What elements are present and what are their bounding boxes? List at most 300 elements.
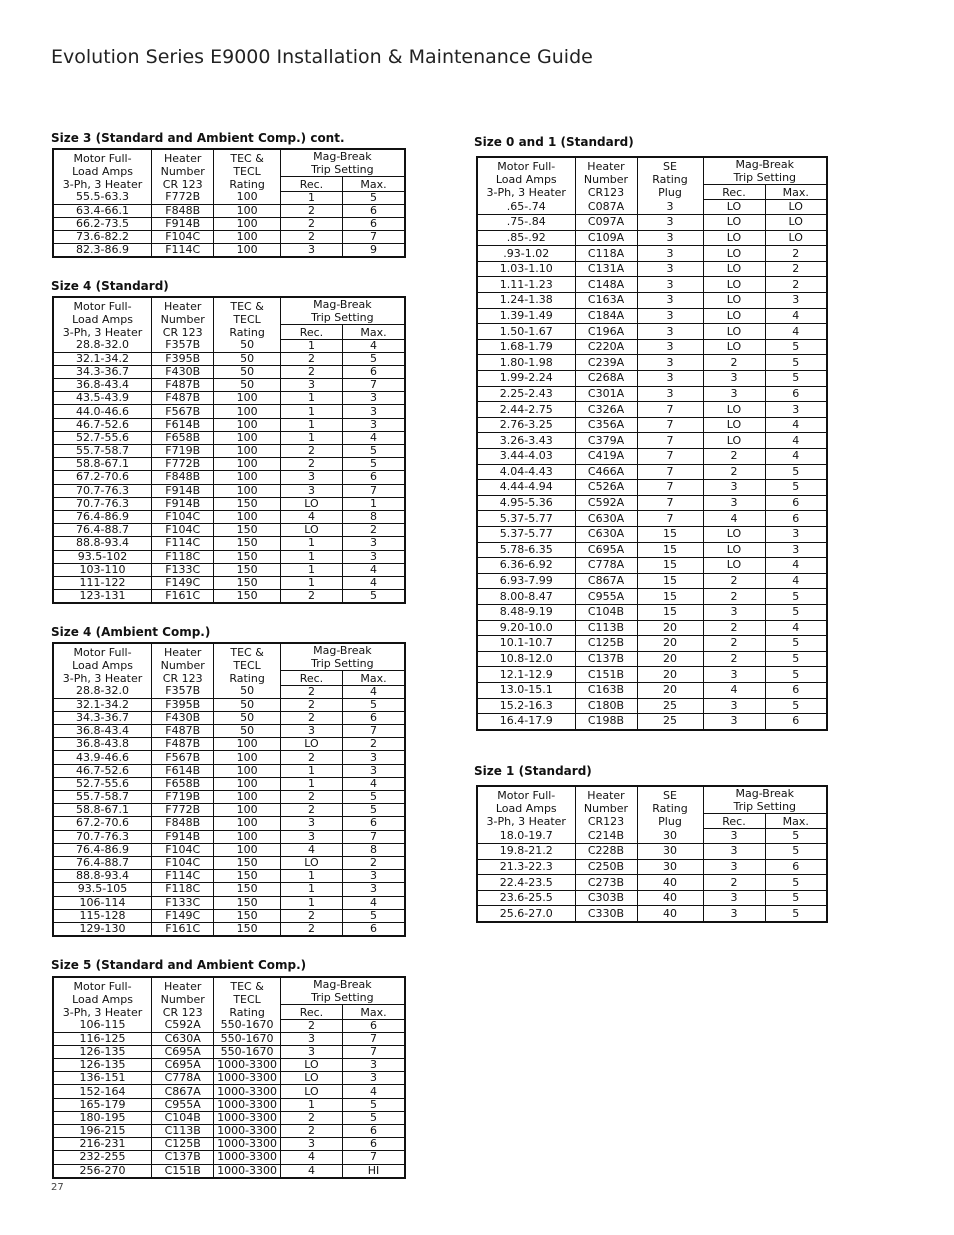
table-cell: 111-122: [53, 576, 152, 589]
table-cell: 3: [637, 308, 703, 324]
caption-size1: Size 1 (Standard): [474, 764, 592, 778]
column-header-line: Motor Full-: [497, 160, 556, 173]
table-cell: F719B: [152, 445, 214, 458]
table-cell: C148A: [575, 277, 637, 293]
table-cell: 1: [280, 537, 342, 550]
table-cell: LO: [703, 542, 765, 558]
table-cell: 15: [637, 573, 703, 589]
table-cell: .65-.74: [477, 199, 575, 215]
table-cell: 150: [214, 563, 280, 576]
column-header-line: TECL: [233, 993, 261, 1006]
table-cell: 70.7-76.3: [53, 830, 152, 843]
column-header: [477, 786, 575, 828]
column-header-line: 3-Ph, 3 Heater: [486, 815, 566, 828]
table-cell: 180-195: [53, 1111, 152, 1124]
table-row: [53, 1019, 405, 1032]
table-cell: 4: [343, 1085, 405, 1098]
table-cell: F772B: [152, 804, 214, 817]
column-header-line: TECL: [233, 165, 261, 178]
table-row: [53, 1032, 405, 1045]
column-header: [214, 297, 280, 339]
table-row: [53, 590, 405, 604]
table-cell: 50: [214, 379, 280, 392]
table-cell: 1: [280, 870, 342, 883]
table-cell: 100: [214, 484, 280, 497]
table-cell: 3: [703, 371, 765, 387]
table-cell: LO: [703, 324, 765, 340]
table-cell: 150: [214, 497, 280, 510]
table-row: [477, 526, 827, 542]
table-cell: 5: [343, 458, 405, 471]
table-cell: 6: [343, 1125, 405, 1138]
table-cell: 8: [343, 510, 405, 523]
column-header-line: CR123: [587, 815, 625, 828]
column-header-line: Number: [160, 993, 205, 1006]
table-cell: 3.44-4.03: [477, 449, 575, 465]
table-cell: 5: [765, 604, 827, 620]
table-cell: 8.00-8.47: [477, 589, 575, 605]
max-header: Max.: [343, 671, 405, 685]
table-cell: 46.7-52.6: [53, 764, 152, 777]
column-header-line: Rating: [652, 173, 688, 186]
table-cell: 3: [280, 1138, 342, 1151]
table-cell: 4: [343, 563, 405, 576]
table-cell: 2.76-3.25: [477, 417, 575, 433]
max-header: Max.: [765, 185, 827, 199]
table-cell: 34.3-36.7: [53, 365, 152, 378]
table-cell: F848B: [152, 204, 214, 217]
table-row: [477, 542, 827, 558]
table-cell: 3: [703, 714, 765, 730]
table-cell: 50: [214, 725, 280, 738]
table-cell: 4: [343, 339, 405, 352]
table-cell: 6: [765, 495, 827, 511]
mag-break-header-line: Trip Setting: [733, 800, 797, 814]
table-cell: 88.8-93.4: [53, 870, 152, 883]
table-row: [53, 1164, 405, 1178]
column-header: [214, 643, 280, 685]
table-cell: 3: [343, 405, 405, 418]
table-cell: 7: [637, 464, 703, 480]
table-cell: 1000-3300: [214, 1085, 280, 1098]
table-row: [53, 510, 405, 523]
table-cell: 50: [214, 365, 280, 378]
table-cell: C955A: [575, 589, 637, 605]
column-header: [53, 977, 152, 1019]
column-header-line: Number: [583, 173, 629, 186]
column-header-line: SE: [663, 789, 677, 802]
table-row: [477, 433, 827, 449]
table-cell: F118C: [152, 550, 214, 563]
table-cell: 6: [343, 217, 405, 230]
table-cell: F395B: [152, 352, 214, 365]
table-cell: 3: [765, 402, 827, 418]
table-cell: 100: [214, 458, 280, 471]
column-header: [152, 297, 214, 339]
table-size0-1: [476, 156, 828, 731]
table-cell: 3.26-3.43: [477, 433, 575, 449]
table-cell: 55.7-58.7: [53, 791, 152, 804]
table-row: [477, 511, 827, 527]
mag-break-header-line: Trip Setting: [733, 171, 797, 185]
table-cell: F848B: [152, 817, 214, 830]
table-cell: 150: [214, 856, 280, 869]
table-cell: 7: [637, 495, 703, 511]
column-header-line: Heater: [164, 646, 202, 659]
table-cell: C196A: [575, 324, 637, 340]
table-cell: 6.93-7.99: [477, 573, 575, 589]
table-cell: 1: [280, 339, 342, 352]
table-cell: 55.7-58.7: [53, 445, 152, 458]
table-row: [477, 293, 827, 309]
table-cell: 2: [703, 636, 765, 652]
table-cell: 4: [343, 685, 405, 698]
table-row: [477, 636, 827, 652]
table-cell: 3: [703, 386, 765, 402]
table-cell: 3: [637, 371, 703, 387]
table-cell: 4.95-5.36: [477, 495, 575, 511]
mag-break-header-line: Trip Setting: [311, 657, 374, 671]
table-cell: 2: [343, 856, 405, 869]
table-cell: C695A: [152, 1059, 214, 1072]
table-cell: 1000-3300: [214, 1111, 280, 1124]
table-cell: 50: [214, 698, 280, 711]
table-cell: F104C: [152, 843, 214, 856]
table-cell: 5: [343, 1111, 405, 1124]
table-cell: 3: [280, 1045, 342, 1058]
table-cell: 5: [343, 791, 405, 804]
table-cell: 3: [703, 890, 765, 906]
table-cell: 150: [214, 883, 280, 896]
table-row: [53, 698, 405, 711]
table-row: [477, 714, 827, 730]
mag-break-header: [280, 977, 405, 1005]
table-cell: 100: [214, 510, 280, 523]
column-header-line: 3-Ph, 3 Heater: [62, 1006, 143, 1019]
table-cell: 5: [343, 1098, 405, 1111]
table-cell: 2: [280, 804, 342, 817]
table-cell: LO: [280, 1059, 342, 1072]
table-cell: 67.2-70.6: [53, 471, 152, 484]
table-cell: 25: [637, 714, 703, 730]
column-header-line: Motor Full-: [73, 152, 132, 165]
table-cell: 150: [214, 922, 280, 936]
rec-header: Rec.: [703, 814, 765, 828]
table-cell: F914B: [152, 484, 214, 497]
table-cell: 36.8-43.4: [53, 725, 152, 738]
table-cell: 20: [637, 620, 703, 636]
table-cell: F487B: [152, 392, 214, 405]
table-cell: C198B: [575, 714, 637, 730]
table-cell: 20: [637, 667, 703, 683]
table-cell: 63.4-66.1: [53, 204, 152, 217]
table-cell: 100: [214, 405, 280, 418]
table-cell: 136-151: [53, 1072, 152, 1085]
column-header-line: Heater: [164, 300, 202, 313]
column-header-line: TEC &: [230, 300, 264, 313]
table-cell: 2: [280, 458, 342, 471]
table-cell: F104C: [152, 856, 214, 869]
column-header-line: Motor Full-: [497, 789, 556, 802]
table-cell: C118A: [575, 246, 637, 262]
column-header-line: Plug: [658, 186, 682, 199]
table-cell: F118C: [152, 883, 214, 896]
table-cell: C250B: [575, 859, 637, 875]
table-row: [53, 896, 405, 909]
table-cell: 28.8-32.0: [53, 339, 152, 352]
column-header: [637, 157, 703, 199]
table-cell: 2: [765, 261, 827, 277]
mag-break-header-line: Mag-Break: [735, 787, 794, 801]
table-cell: 6: [765, 682, 827, 698]
table-row: [53, 1072, 405, 1085]
table-cell: LO: [703, 339, 765, 355]
column-header-line: 3-Ph, 3 Heater: [486, 186, 566, 199]
page-title: Evolution Series E9000 Installation & Maintenance Guide: [51, 46, 593, 68]
table-cell: C867A: [575, 573, 637, 589]
column-header-line: Number: [160, 659, 205, 672]
table-row: [477, 339, 827, 355]
mag-break-header-line: Mag-Break: [313, 298, 372, 312]
column-header-line: Rating: [229, 1006, 265, 1019]
table-row: [477, 308, 827, 324]
table-cell: 3: [637, 199, 703, 215]
table-cell: 5: [343, 191, 405, 204]
table-cell: 2.44-2.75: [477, 402, 575, 418]
table-row: [53, 738, 405, 751]
caption-size4-ambient: Size 4 (Ambient Comp.): [51, 625, 211, 639]
table-row: [53, 870, 405, 883]
table-cell: C109A: [575, 230, 637, 246]
table-cell: LO: [703, 558, 765, 574]
table-cell: 3: [703, 495, 765, 511]
table-cell: F114C: [152, 870, 214, 883]
table-row: [477, 558, 827, 574]
column-header-line: TECL: [233, 659, 261, 672]
table-row: [53, 576, 405, 589]
table-row: [477, 386, 827, 402]
table-cell: C214B: [575, 828, 637, 844]
table-cell: 100: [214, 791, 280, 804]
table-row: [53, 231, 405, 244]
table-cell: 4: [343, 896, 405, 909]
table-cell: 100: [214, 445, 280, 458]
table-cell: 150: [214, 537, 280, 550]
table-cell: 1000-3300: [214, 1125, 280, 1138]
table-cell: C151B: [152, 1164, 214, 1178]
table-cell: 18.0-19.7: [477, 828, 575, 844]
table-cell: 152-164: [53, 1085, 152, 1098]
table-row: [53, 217, 405, 230]
table-cell: C184A: [575, 308, 637, 324]
table-row: [477, 215, 827, 231]
table-cell: 43.9-46.6: [53, 751, 152, 764]
column-header-line: Load Amps: [495, 802, 557, 815]
table-cell: 5.78-6.35: [477, 542, 575, 558]
table-cell: 7: [343, 830, 405, 843]
table-cell: 3: [343, 1072, 405, 1085]
table-cell: LO: [765, 230, 827, 246]
max-header: Max.: [343, 325, 405, 339]
table-cell: 2: [703, 355, 765, 371]
table-cell: 5: [765, 464, 827, 480]
table-cell: LO: [765, 215, 827, 231]
page-number: 27: [51, 1182, 64, 1193]
table-cell: 1000-3300: [214, 1138, 280, 1151]
table-row: [477, 246, 827, 262]
table-cell: 3: [637, 386, 703, 402]
table-row: [477, 371, 827, 387]
table-cell: 150: [214, 550, 280, 563]
table-cell: 5: [765, 589, 827, 605]
column-header-line: CR 123: [162, 178, 203, 191]
mag-break-header-line: Trip Setting: [311, 311, 374, 325]
table-cell: 5: [343, 909, 405, 922]
table-cell: LO: [703, 526, 765, 542]
table-cell: 1000-3300: [214, 1151, 280, 1164]
table-cell: 232-255: [53, 1151, 152, 1164]
table-cell: 3: [280, 244, 342, 258]
table-cell: 2: [703, 620, 765, 636]
mag-break-header: [280, 149, 405, 177]
table-row: [53, 458, 405, 471]
table-cell: 5: [343, 445, 405, 458]
table-row: [53, 563, 405, 576]
table-row: [53, 1151, 405, 1164]
table-cell: C630A: [575, 511, 637, 527]
table-cell: 100: [214, 231, 280, 244]
table-cell: 5: [765, 355, 827, 371]
table-cell: LO: [280, 856, 342, 869]
table-row: [53, 685, 405, 698]
max-header: Max.: [343, 1005, 405, 1019]
table-cell: 2: [765, 246, 827, 262]
table-cell: 4: [765, 324, 827, 340]
table-row: [53, 791, 405, 804]
table-cell: 12.1-12.9: [477, 667, 575, 683]
table-cell: 1: [280, 550, 342, 563]
table-row: [477, 402, 827, 418]
column-header-line: Motor Full-: [73, 300, 132, 313]
table-cell: F430B: [152, 365, 214, 378]
table-cell: 28.8-32.0: [53, 685, 152, 698]
table-cell: 66.2-73.5: [53, 217, 152, 230]
table-cell: F487B: [152, 379, 214, 392]
table-cell: 1: [280, 563, 342, 576]
table-cell: 5: [765, 480, 827, 496]
table-cell: 40: [637, 890, 703, 906]
table-cell: C379A: [575, 433, 637, 449]
table-cell: 2: [343, 738, 405, 751]
table-cell: 6: [765, 511, 827, 527]
table-cell: F114C: [152, 537, 214, 550]
table-cell: 30: [637, 859, 703, 875]
table-cell: 2: [703, 573, 765, 589]
table-cell: 129-130: [53, 922, 152, 936]
table-cell: 20: [637, 636, 703, 652]
table-cell: 7: [637, 480, 703, 496]
table-cell: F614B: [152, 764, 214, 777]
mag-break-header: [703, 786, 827, 814]
table-cell: 3: [280, 1032, 342, 1045]
table-cell: 15: [637, 558, 703, 574]
table-cell: 150: [214, 576, 280, 589]
table-cell: F914B: [152, 497, 214, 510]
table-cell: 1.50-1.67: [477, 324, 575, 340]
table-cell: LO: [280, 524, 342, 537]
table-row: [53, 537, 405, 550]
table-cell: 3: [637, 324, 703, 340]
table-cell: F149C: [152, 576, 214, 589]
table-cell: C220A: [575, 339, 637, 355]
table-cell: 5: [765, 339, 827, 355]
table-cell: 1: [280, 191, 342, 204]
table-cell: C163B: [575, 682, 637, 698]
table-row: [53, 817, 405, 830]
table-cell: C180B: [575, 698, 637, 714]
table-cell: 2: [703, 589, 765, 605]
table-row: [477, 828, 827, 844]
table-cell: .75-.84: [477, 215, 575, 231]
column-header-line: SE: [663, 160, 677, 173]
table-cell: 15.2-16.3: [477, 698, 575, 714]
table-cell: 2: [280, 685, 342, 698]
table-cell: 116-125: [53, 1032, 152, 1045]
table-cell: LO: [703, 417, 765, 433]
table-cell: 7: [637, 417, 703, 433]
table-cell: 5: [765, 828, 827, 844]
table-cell: 3: [343, 751, 405, 764]
table-cell: LO: [280, 738, 342, 751]
column-header-line: Motor Full-: [73, 646, 132, 659]
table-row: [53, 497, 405, 510]
table-row: [53, 1045, 405, 1058]
table-cell: F487B: [152, 738, 214, 751]
table-cell: 150: [214, 909, 280, 922]
table-cell: 1: [343, 497, 405, 510]
table-cell: 76.4-86.9: [53, 843, 152, 856]
table-cell: 10.8-12.0: [477, 651, 575, 667]
table-cell: 2: [280, 698, 342, 711]
table-cell: C239A: [575, 355, 637, 371]
table-cell: 7: [343, 484, 405, 497]
table-cell: 3: [703, 828, 765, 844]
table-size3: [52, 148, 406, 258]
table-row: [53, 418, 405, 431]
table-row: [53, 764, 405, 777]
table-cell: 30: [637, 828, 703, 844]
table-cell: F658B: [152, 777, 214, 790]
table-row: [477, 199, 827, 215]
table-cell: C419A: [575, 449, 637, 465]
table-cell: 2: [280, 751, 342, 764]
table-cell: 100: [214, 392, 280, 405]
table-cell: C163A: [575, 293, 637, 309]
table-cell: C137B: [575, 651, 637, 667]
table-row: [477, 449, 827, 465]
table-cell: C778A: [575, 558, 637, 574]
table-cell: 6: [343, 1138, 405, 1151]
table-cell: F719B: [152, 791, 214, 804]
table-cell: 7: [343, 1151, 405, 1164]
table-cell: 6: [343, 711, 405, 724]
table-cell: 40: [637, 906, 703, 922]
table-cell: 3: [343, 870, 405, 883]
table-cell: 106-114: [53, 896, 152, 909]
table-cell: 2: [765, 277, 827, 293]
table-cell: C356A: [575, 417, 637, 433]
table-cell: 1: [280, 883, 342, 896]
